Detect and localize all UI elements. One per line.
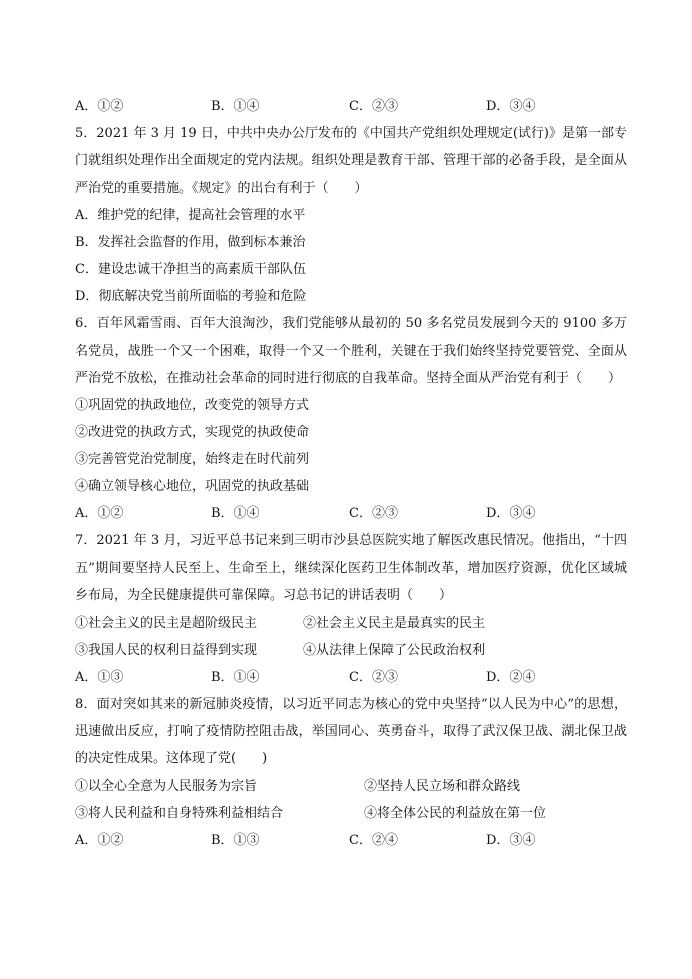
q4-option-b: B．①④ — [211, 99, 260, 114]
q8-option-c: C．②④ — [349, 832, 398, 848]
q8-statement-4: ④将全体公民的利益放在第一位 — [364, 805, 547, 821]
q4-option-c: C．②③ — [349, 99, 398, 114]
q6-options — [75, 500, 627, 527]
q7-option-d: D．②④ — [486, 669, 536, 685]
q6-statement-3: ③完善管党治党制度，始终走在时代前列 — [75, 452, 310, 468]
q5-stem: 5．2021 年 3 月 19 日，中共中央办公厅发布的《中国共产党组织处理规定(试行)》是第一部专门就组织处理作出全面规定的党内法规。组织处理是教育干部、管理干部的必备手段，是全面从严治党的重要措施。《规定》的出台有利于（ ） — [75, 126, 627, 196]
q4-option-a: A．①② — [75, 99, 124, 114]
q7-option-c: C．②③ — [349, 669, 398, 685]
q6-statement-2: ②改进党的执政方式，实现党的执政使命 — [75, 425, 310, 441]
q7-statement-3: ③我国人民的权利日益得到实现 — [75, 642, 258, 658]
q8-options — [75, 827, 627, 854]
q8-option-d: D．③④ — [486, 832, 536, 848]
q5-choice-a: A．维护党的纪律，提高社会管理的水平 — [75, 208, 306, 224]
q8-statement-3: ③将人民利益和自身特殊利益相结合 — [75, 805, 284, 821]
q7-options — [75, 664, 627, 691]
q5-choice-c: C．建设忠诚干净担当的高素质干部队伍 — [75, 262, 306, 278]
q6-option-b: B．①④ — [211, 506, 260, 522]
q8-stem: 8．面对突如其来的新冠肺炎疫情，以习近平同志为核心的党中央坚持“以人民为中心”的思想，迅速做出反应，打响了疫情防控阻击战，举国同心、英勇奋斗，取得了武汉保卫战、湖北保卫战的决定性成果。这体现了党( ) — [75, 696, 627, 767]
q7-statement-4: ④从法律上保障了公民政治权利 — [303, 642, 486, 658]
exam-page — [75, 93, 627, 854]
q7-option-b: B．①④ — [211, 669, 260, 685]
q6-option-a: A．①② — [75, 506, 124, 522]
q6-option-d: D．③④ — [486, 506, 536, 522]
q7-statements-row-2 — [75, 637, 627, 664]
q6-option-c: C．②③ — [349, 506, 398, 522]
q8-statements-row-2 — [75, 800, 627, 827]
q7-statement-1: ①社会主义的民主是超阶级民主 — [75, 615, 258, 631]
q4-option-d: D．③④ — [486, 99, 536, 114]
q6-stem: 6．百年风霜雪雨、百年大浪淘沙，我们党能够从最初的 50 多名党员发展到今天的 9100 多万名党员，战胜一个又一个困难，取得一个又一个胜利，关键在于我们始终坚持党要管党、全面从严治党不放松，在推动社会革命的同时进行彻底的自我革命。坚持全面从严治党有利于（ ） — [75, 316, 627, 387]
q6-statement-4: ④确立领导核心地位，巩固党的执政基础 — [75, 479, 310, 495]
q7-statements-row-1 — [75, 610, 627, 637]
q7-option-a: A．①③ — [75, 669, 124, 685]
q8-statements-row-1 — [75, 773, 627, 800]
q7-statement-2: ②社会主义民主是最真实的民主 — [303, 615, 486, 631]
q8-statement-2: ②坚持人民立场和群众路线 — [364, 778, 521, 794]
q5-choice-d: D．彻底解决党当前所面临的考验和危险 — [75, 289, 307, 305]
q8-statement-1: ①以全心全意为人民服务为宗旨 — [75, 778, 258, 794]
q7-stem: 7．2021 年 3 月，习近平总书记来到三明市沙县总医院实地了解医改惠民情况。他指出，“十四五”期间要坚持人民至上、生命至上，继续深化医药卫生体制改革，增加医疗资源，优化区域城乡布局，为全民健康提供可靠保障。习总书记的讲话表明（ ） — [75, 533, 627, 604]
q8-option-b: B．①③ — [211, 832, 260, 848]
q6-statement-1: ①巩固党的执政地位，改变党的领导方式 — [75, 398, 310, 414]
q8-option-a: A．①② — [75, 832, 124, 848]
q4-options — [75, 93, 627, 120]
q5-choice-b: B．发挥社会监督的作用，做到标本兼治 — [75, 235, 306, 251]
